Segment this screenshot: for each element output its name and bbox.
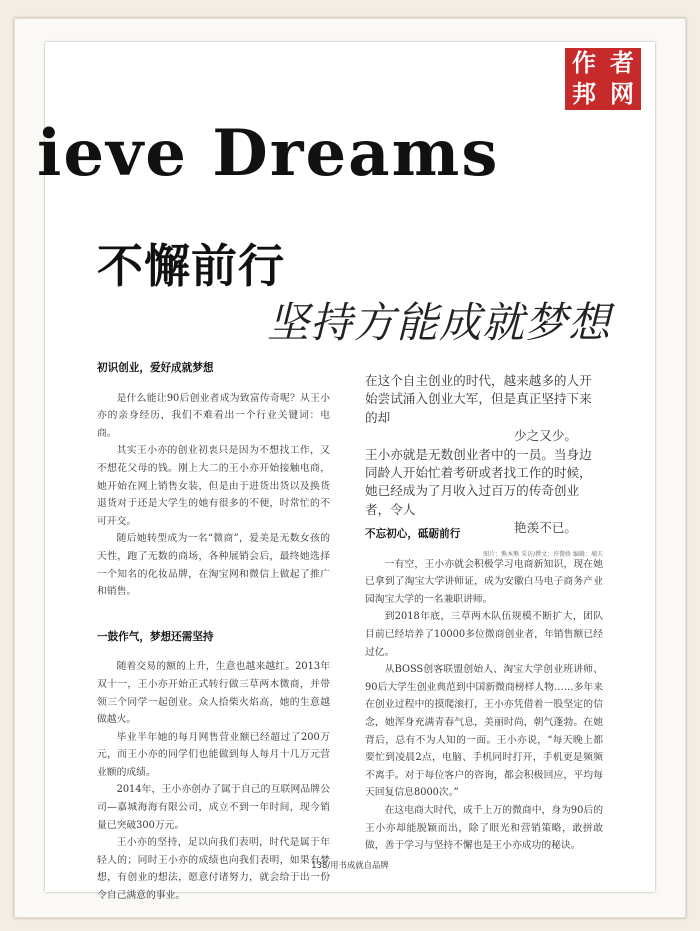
paragraph: 是什么能让90后创业者成为致富传奇呢？从王小亦的亲身经历，我们不难看出一个行业关键词：电商。 (97, 392, 330, 439)
pull-quote-line: 在这个自主创业的时代，越来越多的人开始尝试涌入创业大军，但是真正坚持下来的却 (365, 373, 592, 425)
paragraph: 从BOSS创客联盟创始人、淘宝大学创业班讲师、90后大学生创业典范到中国新微商榜样人物……多年来在创业过程中的摸爬滚打，王小亦凭借着一股坚定的信念，她浑身充满青春气息，美丽时尚，朝气蓬勃。在她背后，总有不为人知的一面。王小亦说，“每天晚上都要忙到凌晨2点，电脑、手机同时打开，手机更是频频不离手。对于每位客户的咨询，都会积极回应，平均每天回复信息8000次。” (365, 664, 603, 799)
paragraph: 在这电商大时代，成千上万的微商中，身为90后的王小亦却能脱颖而出，除了眼光和营销策略，敢拼敢做，善于学习与坚持不懈也是王小亦成功的秘诀。 (365, 804, 603, 852)
paragraph: 其实王小亦的创业初衷只是因为不想找工作，又不想花父母的钱。刚上大二的王小亦开始接触电商，她开始在网上销售女装，但是由于进货出货以及换货退货对于还是大学生的她有很多的不便，时常忙的不可开交。 (97, 445, 330, 527)
magazine-page (37, 42, 655, 902)
article-title: 不懈前行 (97, 239, 285, 293)
logo-char: 作 (572, 49, 596, 77)
logo-char: 者 (610, 49, 634, 77)
pull-quote-line: 少之又少。 (514, 428, 577, 444)
left-column (97, 360, 330, 905)
pull-quote-line: 王小亦就是无数创业者中的一员。当身边同龄人开始忙着考研或者找工作的时候，她已经成为了月收入过百万的传奇创业者，令人 (365, 446, 592, 517)
paragraph: 随着交易的额的上升，生意也越来越红。2013年双十一，王小亦开始正式转行做三草两木微商，并带领三个同学一起创业。众人拾柴火焰高，她的生意越做越火。 (97, 661, 330, 726)
paragraph: 毕业半年她的每月网售营业额已经超过了200万元，而王小亦的同学们也能做到每人每月十几万元营业额的成绩。 (97, 731, 330, 778)
pull-quote-line: 艳羡不已。 (514, 520, 577, 536)
paragraph: 一有空，王小亦就会积极学习电商新知识，现在她已拿到了淘宝大学讲师证，成为安徽白马电子商务产业园淘宝大学的一名兼职讲师。 (365, 558, 603, 605)
section-heading: 一鼓作气，梦想还需坚持 (97, 630, 214, 643)
article-subtitle: 坚持方能成就梦想 (267, 298, 612, 347)
page-footer: 138/用书成就自品牌 (311, 860, 389, 870)
right-column (365, 526, 603, 855)
english-heading: ieve Dreams (37, 116, 500, 191)
paragraph: 随后她转型成为一名“微商”，爱美是无数女孩的天性，跑了无数的商场，各种展销会后，最终她选择一个知名的化妆品牌，在淘宝网和微信上做起了推广和销售。 (97, 533, 330, 598)
paragraph: 王小亦的坚持，足以向我们表明，时代是属于年轻人的；同时王小亦的成绩也向我们表明，如果有梦想，有创业的想法，愿意付诸努力，就会给于出一份令自己满意的事业。 (97, 837, 330, 902)
section-heading: 初识创业，爱好成就梦想 (97, 362, 214, 374)
paragraph: 到2018年底，三草两木队伍规模不断扩大，团队目前已经培养了10000多位微商创业者，年销售额已经过亿。 (365, 611, 603, 658)
logo-char: 网 (610, 80, 634, 108)
section-heading: 不忘初心，砥砺前行 (365, 528, 461, 540)
paragraph: 2014年，王小亦创办了属于自己的互联网品牌公司—嘉城海海有限公司，成立不到一年时间，现今销量已突破300万元。 (97, 784, 330, 831)
logo-char: 邦 (572, 80, 596, 108)
brand-logo (565, 48, 641, 110)
photo-credits: 图片：熊本熊 采访/撰文：许微娇 编辑：埔夫 (483, 550, 603, 558)
